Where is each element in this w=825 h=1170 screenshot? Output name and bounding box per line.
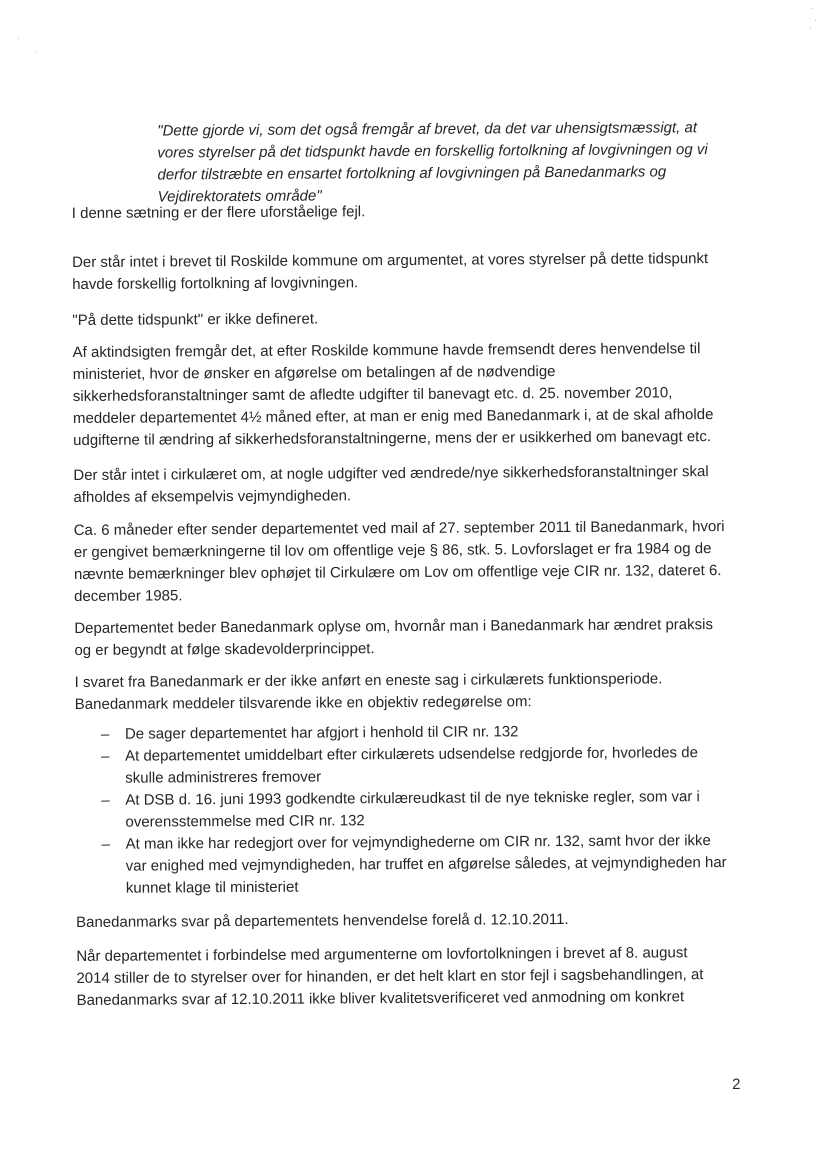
list-item <box>101 742 761 790</box>
paragraph-line: I svaret fra Banedanmark er der ikke anført en eneste sag i cirkulærets funktionsperiode. <box>74 670 663 691</box>
paragraph <box>76 942 756 1012</box>
paragraph-line: Banedanmarks svar af 12.10.2011 ikke bliver kvalitetsverificeret ved anmodning om konkret <box>76 988 685 1009</box>
dash-bullet-icon: – <box>101 791 110 809</box>
list-item-line: At DSB d. 16. juni 1993 godkendte cirkulæreudkast til de nye tekniske regler, som var i <box>125 788 700 809</box>
scan-speck <box>18 38 19 39</box>
paragraph-line: december 1985. <box>74 587 183 605</box>
quote-line: Vejdirektoratets område" <box>157 187 322 206</box>
paragraph-line: Der står intet i cirkulæret om, at nogle udgifter ved ændrede/nye sikkerhedsforanstaltninger skal <box>73 463 709 484</box>
dash-bullet-icon: – <box>101 747 110 765</box>
scan-speck <box>810 28 811 29</box>
paragraph <box>73 461 753 509</box>
paragraph <box>72 199 752 225</box>
paragraph <box>74 516 755 608</box>
list-item-line: At man ikke har redegjort over for vejmyndighederne om CIR nr. 132, samt hvor der ikke <box>125 832 711 853</box>
paragraph-line: er gengivet bemærkningerne til lov om offentlige veje § 86, stk. 5. Lovforslaget er fra 1984 og de <box>73 540 712 561</box>
paragraph-line: Når departementet i forbindelse med argumenterne om lovfortolkningen i brevet af 8. august <box>76 944 688 965</box>
scan-speck <box>36 52 37 53</box>
list-item <box>102 830 762 900</box>
paragraph-line: havde forskellig fortolkning af lovgivningen. <box>72 274 359 293</box>
paragraph <box>73 338 754 452</box>
bullet-list <box>101 720 762 900</box>
paragraph-line: Departementet beder Banedanmark oplyse om, hvornår man i Banedanmark har ændret praksis <box>74 616 714 637</box>
paragraph <box>76 908 756 934</box>
paragraph <box>72 306 752 332</box>
quote-line: "Dette gjorde vi, som det også fremgår af brevet, da det var uhensigtsmæssigt, at <box>157 119 698 140</box>
page-number: 2 <box>732 1075 741 1093</box>
dash-bullet-icon: – <box>101 835 111 853</box>
list-item-line: var enighed med vejmyndigheden, har truffet en afgørelse således, at vejmyndigheden har <box>125 854 727 875</box>
paragraph-line: og er begyndt at følge skadevolderprincippet. <box>74 640 375 659</box>
paragraph-line: Af aktindsigten fremgår det, at efter Roskilde kommune havde fremsendt deres henvendelse til <box>72 340 701 361</box>
paragraph-line: Ca. 6 måneder efter sender departementet ved mail af 27. september 2011 til Banedanmark, hvori <box>73 518 725 539</box>
list-item-line: skulle administreres fremover <box>125 768 322 787</box>
dash-bullet-icon: – <box>100 725 110 743</box>
paragraph-line: udgifterne til ændring af sikkerhedsforanstaltningerne, mens der er usikkerhed om banevagt etc. <box>73 428 712 449</box>
paragraph-line: 2014 stiller de to styrelser over for hinanden, er det helt klart en stor fejl i sagsbehandlingen, at <box>76 966 704 987</box>
paragraph-line: I denne sætning er der flere uforståelige fejl. <box>71 203 366 222</box>
paragraph-line: Banedanmarks svar på departementets henvendelse forelå d. 12.10.2011. <box>76 910 569 931</box>
list-item-line: kunnet klage til ministeriet <box>125 878 299 897</box>
paragraph-line: meddeler departementet 4½ måned efter, at man er enig med Banedanmark i, at de skal afholde <box>72 406 714 427</box>
paragraph-line: "På dette tidspunkt" er ikke defineret. <box>72 310 319 329</box>
scan-speck <box>815 20 816 21</box>
quote-line: derfor tilstræbte en ensartet fortolkning af lovgivningen på Banedanmarks og <box>157 163 667 184</box>
list-item-line: At departementet umiddelbart efter cirkulærets udsendelse redgjorde for, hvorledes de <box>125 744 698 765</box>
paragraph-line: Banedanmark meddeler tilsvarende ikke en objektiv redegørelse om: <box>74 693 532 713</box>
scan-speck <box>812 8 813 9</box>
paragraph <box>75 668 755 716</box>
quoted-passage <box>157 117 738 209</box>
paragraph <box>74 614 754 662</box>
paragraph-line: afholdes af eksempelvis vejmyndigheden. <box>73 487 352 506</box>
quote-line: vores styrelser på det tidspunkt havde en forskellig fortolkning af lovgivningen og vi <box>157 141 708 162</box>
paragraph-line: nævnte bemærkninger blev ophøjet til Cirkulære om Lov om offentlige veje CIR nr. 132, dateret 6. <box>73 562 722 583</box>
paragraph-line: sikkerhedsforanstaltninger samt de afledte udgifter til banevagt etc. d. 25. november 2010, <box>72 384 673 405</box>
paragraph-line: ministeriet, hvor de ønsker en afgørelse om betalingen af de nødvendige <box>72 363 556 383</box>
list-item <box>101 786 761 834</box>
paragraph <box>72 248 752 296</box>
paragraph-line: Der står intet i brevet til Roskilde kommune om argumentet, at vores styrelser på dette tidspunkt <box>72 250 709 271</box>
list-item-line: overensstemmelse med CIR nr. 132 <box>125 812 365 831</box>
list-item-line: De sager departementet har afgjort i henhold til CIR nr. 132 <box>124 723 519 743</box>
